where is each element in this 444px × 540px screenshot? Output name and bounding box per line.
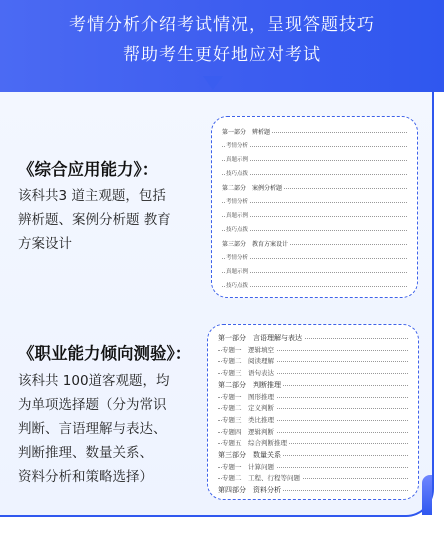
- toc-row: [222, 239, 407, 251]
- section2-desc-line: 判断、言语理解与表达、: [18, 421, 167, 437]
- section1-heading: 《综合应用能力》：: [18, 160, 159, 179]
- toc-entry-text: 第一部分 辨析题: [222, 129, 271, 136]
- banner-line-1: 考情分析介绍考试情况，呈现答题技巧: [69, 15, 375, 35]
- toc-entry-text: 专题二 阅读理解: [222, 357, 274, 366]
- toc-entry-text: 真题示例: [226, 213, 249, 219]
- section2-desc-line: 判断推理、数量关系、: [18, 445, 153, 461]
- toc-row: [222, 183, 407, 195]
- toc-row: [218, 356, 408, 368]
- toc-entry-text: 专题二 定义判断: [222, 404, 274, 413]
- toc-row: [218, 415, 408, 427]
- toc-entry-text: 专题一 逻辑填空: [222, 345, 274, 354]
- banner-pointer-icon: [203, 76, 223, 90]
- toc-entry-text: 第三部分 教育方案设计: [222, 241, 289, 248]
- toc-row: [222, 211, 407, 223]
- toc-row: [218, 485, 408, 497]
- section1-desc-line: 方案设计: [18, 236, 72, 252]
- toc-entry-text: 考情分析: [226, 143, 249, 149]
- toc-row: [222, 155, 407, 167]
- section1-desc-line: 该科共3 道主观题，包括: [18, 188, 166, 204]
- panel-corner-accent: [422, 475, 432, 515]
- toc-entry-text: 技巧点拨: [226, 171, 249, 177]
- section2-desc-line: 该科共 100道客观题，均: [18, 373, 170, 389]
- toc-card-aptitude: [207, 324, 419, 500]
- toc-row: [218, 450, 408, 462]
- toc-entry-text: 考情分析: [226, 199, 249, 205]
- toc-row: [218, 380, 408, 392]
- toc-row: [218, 392, 408, 404]
- toc-row: [218, 473, 408, 485]
- toc-entry-text: 专题五 综合判断推理: [222, 439, 287, 448]
- toc-entry-text: 第二部分 判断推理: [218, 380, 281, 389]
- toc-row: [222, 267, 407, 279]
- section2-desc-line: 资料分析和策略选择）: [18, 469, 153, 485]
- toc-entry-text: 考情分析: [226, 255, 249, 261]
- toc-entry-text: 第四部分 资料分析: [218, 486, 281, 495]
- toc-row: [222, 127, 407, 139]
- toc-entry-text: 第三部分 数量关系: [218, 451, 281, 459]
- toc-row: [222, 141, 407, 153]
- toc-row: [222, 253, 407, 265]
- section1-desc-line: 辨析题、案例分析题 教育: [18, 212, 171, 228]
- toc-row: [222, 225, 407, 237]
- toc-row: [218, 403, 408, 415]
- section2-heading: 《职业能力倾向测验》：: [18, 344, 192, 363]
- toc-row: [218, 345, 408, 357]
- toc-entry-text: 第一部分 言语理解与表达: [218, 334, 302, 342]
- toc-row: [222, 197, 407, 209]
- toc-entry-text: 技巧点拨: [226, 283, 249, 289]
- toc-entry-text: 第二部分 案例分析题: [222, 185, 283, 192]
- toc-entry-text: 真题示例: [226, 269, 249, 275]
- toc-entry-text: 专题一 计算问题: [222, 462, 274, 471]
- section1-desc: [18, 184, 171, 256]
- section2-desc-line: 为单项选择题（分为常识: [18, 397, 167, 413]
- toc-row: [218, 462, 408, 474]
- toc-entry-text: 专题三 语句表达: [222, 369, 274, 378]
- toc-row: [218, 438, 408, 450]
- toc-entry-text: 专题一 图形推理: [222, 392, 274, 401]
- toc-row: [218, 427, 408, 439]
- toc-row: [222, 169, 407, 181]
- toc-entry-text: 专题四 逻辑判断: [222, 427, 274, 436]
- section2-desc: [18, 369, 170, 489]
- banner-line-2: 帮助考生更好地应对考试: [123, 45, 321, 65]
- toc-row: [218, 333, 408, 345]
- toc-row: [222, 281, 407, 293]
- toc-entry-text: 真题示例: [226, 157, 249, 163]
- toc-entry-text: 专题三 类比推理: [222, 415, 274, 424]
- toc-row: [218, 368, 408, 380]
- toc-card-comprehensive: [211, 116, 418, 298]
- toc-entry-text: 技巧点拨: [226, 227, 249, 233]
- toc-entry-text: 专题二 工程、行程等问题: [222, 474, 300, 483]
